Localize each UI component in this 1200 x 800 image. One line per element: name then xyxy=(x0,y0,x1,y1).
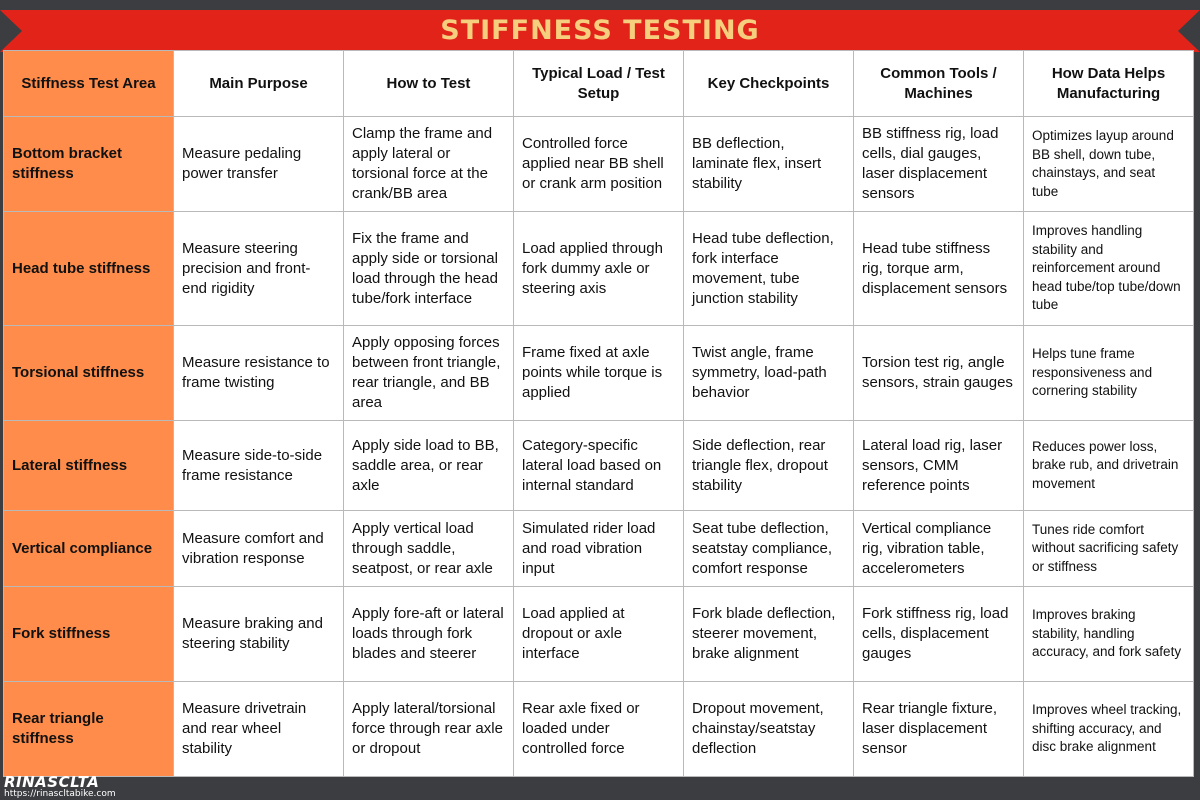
cell-common-tools: BB stiffness rig, load cells, dial gauges, laser displacement sensors xyxy=(854,117,1024,212)
cell-how-to-test: Apply lateral/torsional force through rear axle or dropout xyxy=(344,682,514,777)
cell-typical-load: Controlled force applied near BB shell or crank arm position xyxy=(514,117,684,212)
title-banner xyxy=(0,10,1200,52)
cell-common-tools: Fork stiffness rig, load cells, displacement gauges xyxy=(854,587,1024,682)
header-main-purpose: Main Purpose xyxy=(174,51,344,117)
cell-common-tools: Head tube stiffness rig, torque arm, displacement sensors xyxy=(854,212,1024,326)
cell-manufacturing: Improves handling stability and reinforcement around head tube/top tube/down tube xyxy=(1024,212,1194,326)
cell-typical-load: Load applied through fork dummy axle or steering axis xyxy=(514,212,684,326)
stiffness-table-container xyxy=(3,50,1193,776)
cell-how-to-test: Apply vertical load through saddle, seatpost, or rear axle xyxy=(344,511,514,587)
table-row xyxy=(4,682,1194,777)
cell-test-area: Rear triangle stiffness xyxy=(4,682,174,777)
cell-common-tools: Torsion test rig, angle sensors, strain gauges xyxy=(854,326,1024,421)
cell-main-purpose: Measure braking and steering stability xyxy=(174,587,344,682)
cell-key-checkpoints: Dropout movement, chainstay/seatstay deflection xyxy=(684,682,854,777)
cell-main-purpose: Measure comfort and vibration response xyxy=(174,511,344,587)
cell-manufacturing: Helps tune frame responsiveness and cornering stability xyxy=(1024,326,1194,421)
cell-main-purpose: Measure resistance to frame twisting xyxy=(174,326,344,421)
cell-key-checkpoints: Head tube deflection, fork interface movement, tube junction stability xyxy=(684,212,854,326)
cell-main-purpose: Measure steering precision and front-end rigidity xyxy=(174,212,344,326)
cell-main-purpose: Measure drivetrain and rear wheel stability xyxy=(174,682,344,777)
header-test-area: Stiffness Test Area xyxy=(4,51,174,117)
header-typical-load: Typical Load / Test Setup xyxy=(514,51,684,117)
cell-main-purpose: Measure pedaling power transfer xyxy=(174,117,344,212)
stiffness-table xyxy=(3,50,1194,777)
cell-how-to-test: Apply side load to BB, saddle area, or rear axle xyxy=(344,421,514,511)
table-row xyxy=(4,587,1194,682)
cell-common-tools: Vertical compliance rig, vibration table, accelerometers xyxy=(854,511,1024,587)
cell-typical-load: Simulated rider load and road vibration input xyxy=(514,511,684,587)
cell-main-purpose: Measure side-to-side frame resistance xyxy=(174,421,344,511)
cell-manufacturing: Tunes ride comfort without sacrificing safety or stiffness xyxy=(1024,511,1194,587)
page-title: STIFFNESS TESTING xyxy=(440,15,760,46)
header-manufacturing: How Data Helps Manufacturing xyxy=(1024,51,1194,117)
cell-typical-load: Frame fixed at axle points while torque is applied xyxy=(514,326,684,421)
cell-test-area: Bottom bracket stiffness xyxy=(4,117,174,212)
cell-manufacturing: Reduces power loss, brake rub, and drivetrain movement xyxy=(1024,421,1194,511)
cell-test-area: Torsional stiffness xyxy=(4,326,174,421)
cell-how-to-test: Apply opposing forces between front triangle, rear triangle, and BB area xyxy=(344,326,514,421)
cell-how-to-test: Apply fore-aft or lateral loads through fork blades and steerer xyxy=(344,587,514,682)
cell-test-area: Vertical compliance xyxy=(4,511,174,587)
website-url[interactable]: https://rinascltabike.com xyxy=(4,789,116,799)
table-row xyxy=(4,511,1194,587)
cell-common-tools: Rear triangle fixture, laser displacement sensor xyxy=(854,682,1024,777)
header-how-to-test: How to Test xyxy=(344,51,514,117)
cell-manufacturing: Optimizes layup around BB shell, down tube, chainstays, and seat tube xyxy=(1024,117,1194,212)
cell-how-to-test: Clamp the frame and apply lateral or torsional force at the crank/BB area xyxy=(344,117,514,212)
cell-manufacturing: Improves braking stability, handling accuracy, and fork safety xyxy=(1024,587,1194,682)
cell-typical-load: Category-specific lateral load based on internal standard xyxy=(514,421,684,511)
header-row xyxy=(4,51,1194,117)
cell-manufacturing: Improves wheel tracking, shifting accuracy, and disc brake alignment xyxy=(1024,682,1194,777)
table-row xyxy=(4,212,1194,326)
header-key-checkpoints: Key Checkpoints xyxy=(684,51,854,117)
cell-common-tools: Lateral load rig, laser sensors, CMM reference points xyxy=(854,421,1024,511)
cell-key-checkpoints: Twist angle, frame symmetry, load-path behavior xyxy=(684,326,854,421)
cell-key-checkpoints: Fork blade deflection, steerer movement, brake alignment xyxy=(684,587,854,682)
cell-test-area: Fork stiffness xyxy=(4,587,174,682)
cell-how-to-test: Fix the frame and apply side or torsional load through the head tube/fork interface xyxy=(344,212,514,326)
cell-typical-load: Rear axle fixed or loaded under controlled force xyxy=(514,682,684,777)
cell-key-checkpoints: Seat tube deflection, seatstay compliance, comfort response xyxy=(684,511,854,587)
table-row xyxy=(4,421,1194,511)
brand-name: RINASCLTA xyxy=(4,773,100,791)
table-row xyxy=(4,117,1194,212)
brand-logo xyxy=(4,775,99,790)
table-row xyxy=(4,326,1194,421)
cell-key-checkpoints: BB deflection, laminate flex, insert stability xyxy=(684,117,854,212)
header-common-tools: Common Tools / Machines xyxy=(854,51,1024,117)
cell-test-area: Head tube stiffness xyxy=(4,212,174,326)
cell-key-checkpoints: Side deflection, rear triangle flex, dropout stability xyxy=(684,421,854,511)
cell-typical-load: Load applied at dropout or axle interface xyxy=(514,587,684,682)
cell-test-area: Lateral stiffness xyxy=(4,421,174,511)
